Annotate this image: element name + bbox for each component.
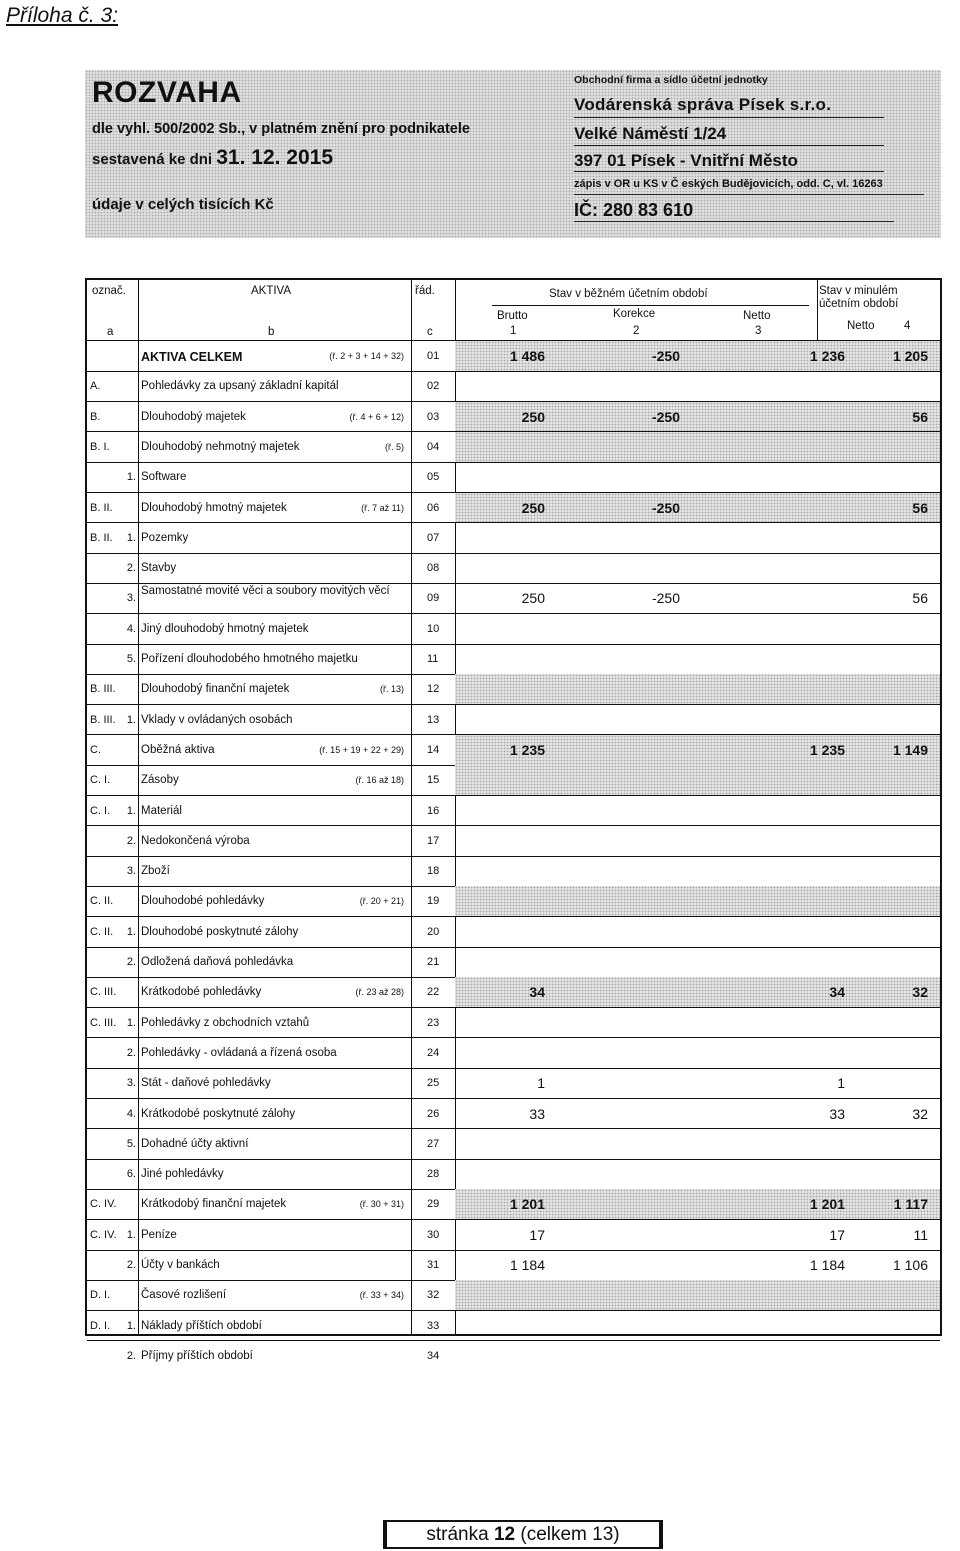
row-code: D. I. <box>90 1289 111 1302</box>
row-name: Nedokončená výroba <box>141 834 250 847</box>
value-korekce: -250 <box>651 590 680 607</box>
value-netto: 1 184 <box>809 1257 845 1273</box>
row-name: Časové rozlišení <box>141 1289 227 1302</box>
table-row <box>87 462 940 492</box>
row-subcode: 1. <box>126 1319 136 1332</box>
row-number: 29 <box>427 1198 440 1211</box>
table-row <box>87 371 940 401</box>
table-row <box>87 523 940 553</box>
table-row <box>87 947 940 977</box>
row-code: B. II. <box>90 501 113 514</box>
row-subcode: 4. <box>126 1107 136 1120</box>
company-name: Vodárenská správa Písek s.r.o. <box>574 95 832 114</box>
value-netto-previous: 56 <box>912 590 928 607</box>
table-row <box>87 644 940 674</box>
col-header-current-period: Stav v běžném účetním období <box>549 288 708 300</box>
row-subcode: 3. <box>126 1077 136 1090</box>
company-ico: IČ: 280 83 610 <box>574 200 694 220</box>
table-row <box>87 765 940 795</box>
row-number: 12 <box>427 683 440 696</box>
value-brutto: 250 <box>521 590 545 607</box>
table-row <box>87 432 940 462</box>
row-name: Náklady příštích období <box>141 1319 262 1332</box>
table-row <box>87 886 940 916</box>
value-korekce: -250 <box>651 348 680 364</box>
table-row <box>87 402 940 432</box>
row-name: Samostatné movité věci a soubory movitých věcí <box>141 585 390 598</box>
row-name: Krátkodobé pohledávky <box>141 986 262 999</box>
row-name: Vklady v ovládaných osobách <box>141 713 293 726</box>
value-netto-previous: 56 <box>912 499 928 516</box>
table-row <box>87 1159 940 1189</box>
row-formula: (ř. 4 + 6 + 12) <box>349 411 404 422</box>
row-shading <box>455 977 940 1007</box>
row-code: A. <box>90 380 101 393</box>
row-shading <box>455 674 940 704</box>
row-shading <box>455 1280 940 1310</box>
row-name: Odložená daňová pohledávka <box>141 956 294 968</box>
row-formula: (ř. 7 až 11) <box>361 502 404 513</box>
row-name: Pohledávky z obchodních vztahů <box>141 1016 310 1029</box>
row-number: 31 <box>427 1259 440 1271</box>
row-name: Dlouhodobé pohledávky <box>141 895 265 908</box>
row-name: Zásoby <box>141 774 179 787</box>
row-subcode: 2. <box>126 562 136 575</box>
col-label-2: 2 <box>633 325 640 337</box>
value-netto-previous: 56 <box>912 408 928 425</box>
row-subcode: 1. <box>126 925 136 938</box>
row-number: 17 <box>427 834 440 847</box>
value-netto-previous: 1 149 <box>892 741 928 758</box>
row-formula: (ř. 23 až 28) <box>355 987 404 998</box>
law-reference: dle vyhl. 500/2002 Sb., v platném znění pro podnikatele <box>92 121 470 137</box>
value-netto-previous: 1 106 <box>892 1257 928 1273</box>
col-label-3: 3 <box>755 325 762 337</box>
value-brutto: 250 <box>521 408 545 425</box>
row-subcode: 2. <box>126 1259 136 1271</box>
row-number: 33 <box>427 1319 440 1332</box>
row-code: B. III. <box>90 683 116 696</box>
row-name: Pozemky <box>141 531 189 544</box>
row-subcode: 5. <box>126 1137 136 1150</box>
table-row <box>87 1220 940 1250</box>
row-name: Účty v bankách <box>141 1259 220 1271</box>
row-number: 01 <box>427 350 440 362</box>
value-netto: 33 <box>829 1105 845 1122</box>
row-name: Jiné pohledávky <box>141 1168 224 1181</box>
value-netto: 1 <box>837 1075 845 1092</box>
row-number: 02 <box>427 380 440 393</box>
table-row <box>87 735 940 765</box>
row-shading <box>455 765 940 795</box>
value-netto-previous: 32 <box>912 984 928 1001</box>
table-row <box>87 1099 940 1129</box>
row-number: 15 <box>427 774 440 787</box>
row-number: 16 <box>427 804 440 817</box>
row-subcode: 6. <box>126 1168 136 1181</box>
value-brutto: 1 235 <box>509 741 545 758</box>
table-row <box>87 1038 940 1068</box>
row-subcode: 3. <box>126 592 136 605</box>
table-row <box>87 705 940 735</box>
col-header-netto: Netto <box>743 310 771 322</box>
row-name: Krátkodobý finanční majetek <box>141 1198 287 1211</box>
table-row <box>87 614 940 644</box>
row-name: Dohadné účty aktivní <box>141 1137 249 1150</box>
row-name: Oběžná aktiva <box>141 743 215 756</box>
row-number: 09 <box>427 592 440 605</box>
row-code: C. IV. <box>90 1198 117 1211</box>
row-number: 05 <box>427 471 440 484</box>
row-name: Materiál <box>141 804 182 817</box>
row-number: 22 <box>427 986 440 999</box>
row-subcode: 2. <box>126 834 136 847</box>
compiled-date: sestavená ke dni 31. 12. 2015 <box>92 146 334 169</box>
row-number: 19 <box>427 895 440 908</box>
value-brutto: 17 <box>529 1226 545 1243</box>
table-row <box>87 1311 940 1341</box>
units-note: údaje v celých tisících Kč <box>92 196 274 213</box>
row-subcode: 3. <box>126 865 136 878</box>
table-row <box>87 1189 940 1219</box>
value-brutto: 1 184 <box>509 1257 545 1273</box>
row-code: B. <box>90 410 101 423</box>
row-code: B. I. <box>90 440 110 453</box>
table-row <box>87 1129 940 1159</box>
row-formula: (ř. 5) <box>385 441 404 452</box>
col-label-a: a <box>107 326 114 338</box>
appendix-label: Příloha č. 3: <box>6 4 119 27</box>
row-name: Stát - daňové pohledávky <box>141 1077 271 1090</box>
col-header-korekce: Korekce <box>613 308 656 320</box>
row-shading <box>455 432 940 462</box>
row-number: 06 <box>427 501 440 514</box>
col-label-c: c <box>427 326 433 338</box>
row-subcode: 5. <box>126 653 136 665</box>
row-name: Jiný dlouhodobý hmotný majetek <box>141 622 309 635</box>
table-row <box>87 1250 940 1280</box>
row-number: 20 <box>427 925 440 938</box>
table-row <box>87 553 940 583</box>
col-header-brutto: Brutto <box>497 310 528 322</box>
row-subcode: 1. <box>126 1228 136 1241</box>
table-row <box>87 1008 940 1038</box>
row-code: C. I. <box>90 804 111 817</box>
row-shading <box>455 886 940 916</box>
col-header-aktiva: AKTIVA <box>251 285 292 297</box>
table-row <box>87 341 940 371</box>
company-caption: Obchodní firma a sídlo účetní jednotky <box>574 74 768 86</box>
row-name: AKTIVA CELKEM <box>141 350 243 364</box>
row-number: 18 <box>427 865 440 878</box>
row-number: 27 <box>427 1137 440 1150</box>
row-name: Krátkodobé poskytnuté zálohy <box>141 1107 296 1120</box>
row-subcode: 1. <box>126 804 136 817</box>
row-name: Dlouhodobý nehmotný majetek <box>141 440 300 453</box>
value-netto: 34 <box>829 984 845 1001</box>
value-brutto: 1 <box>537 1075 545 1092</box>
row-name: Zboží <box>141 865 170 878</box>
table-row <box>87 1341 940 1371</box>
value-netto-previous: 11 <box>913 1226 928 1243</box>
col-label-1: 1 <box>510 325 517 337</box>
address-line1: Velké Náměstí 1/24 <box>574 124 727 143</box>
value-netto: 1 201 <box>809 1196 845 1213</box>
row-formula: (ř. 15 + 19 + 22 + 29) <box>319 744 404 755</box>
balance-sheet-table <box>85 278 942 1362</box>
value-korekce: -250 <box>651 499 680 516</box>
row-number: 10 <box>427 622 440 635</box>
row-number: 07 <box>427 531 440 544</box>
row-name: Stavby <box>141 562 177 575</box>
row-subcode: 4. <box>126 622 136 635</box>
value-brutto: 1 201 <box>509 1196 545 1213</box>
registration-note: zápis v OR u KS v Č eských Budějovicích, odd. C, vl. 16263 <box>574 178 883 190</box>
row-number: 26 <box>427 1107 440 1120</box>
row-formula: (ř. 16 až 18) <box>355 775 404 786</box>
row-formula: (ř. 20 + 21) <box>359 896 404 907</box>
row-formula: (ř. 30 + 31) <box>359 1199 404 1210</box>
row-number: 14 <box>427 743 440 756</box>
row-code: C. III. <box>90 1016 117 1029</box>
value-netto-previous: 1 117 <box>893 1196 928 1213</box>
row-name: Peníze <box>141 1228 177 1241</box>
row-subcode: 2. <box>126 1046 136 1059</box>
value-netto: 1 236 <box>809 348 845 364</box>
row-subcode: 2. <box>126 956 136 968</box>
value-brutto: 250 <box>521 499 545 516</box>
row-number: 32 <box>427 1289 440 1302</box>
value-netto: 1 235 <box>809 741 845 758</box>
table-row <box>87 826 940 856</box>
table-row <box>87 796 940 826</box>
table-row <box>87 674 940 704</box>
row-subcode: 1. <box>126 713 136 726</box>
table-row <box>87 1280 940 1310</box>
col-label-b: b <box>268 326 275 338</box>
row-subcode: 1. <box>126 531 136 544</box>
row-number: 03 <box>427 410 440 423</box>
row-name: Software <box>141 471 187 484</box>
row-name: Dlouhodobý majetek <box>141 410 246 423</box>
value-brutto: 34 <box>529 984 545 1001</box>
row-name: Pořízení dlouhodobého hmotného majetku <box>141 653 358 665</box>
table-row <box>87 1068 940 1098</box>
value-brutto: 1 486 <box>509 348 545 364</box>
table-row <box>87 856 940 886</box>
row-code: C. I. <box>90 774 111 787</box>
col-header-netto-prev: Netto <box>847 320 875 332</box>
row-name: Pohledávky - ovládaná a řízená osoba <box>141 1046 337 1059</box>
row-number: 23 <box>427 1016 440 1029</box>
row-number: 04 <box>427 440 440 453</box>
table-row <box>87 917 940 947</box>
row-formula: (ř. 33 + 34) <box>359 1290 404 1301</box>
table-row <box>87 977 940 1007</box>
row-code: C. <box>90 743 101 756</box>
report-header <box>85 70 941 238</box>
row-subcode: 2. <box>126 1349 136 1362</box>
address-line2: 397 01 Písek - Vnitřní Město <box>574 151 798 170</box>
value-netto-previous: 1 205 <box>892 348 928 364</box>
row-number: 21 <box>427 956 440 968</box>
row-number: 34 <box>427 1349 440 1362</box>
row-code: C. II. <box>90 925 114 938</box>
row-name: Dlouhodobý hmotný majetek <box>141 501 287 514</box>
row-name: Příjmy příštích období <box>141 1349 253 1362</box>
col-label-4: 4 <box>904 320 911 332</box>
row-name: Dlouhodobé poskytnuté zálohy <box>141 925 299 938</box>
col-header-oznac: označ. <box>92 285 126 297</box>
row-subcode: 1. <box>126 1016 136 1029</box>
table-row <box>87 493 940 523</box>
row-name: Dlouhodobý finanční majetek <box>141 683 290 696</box>
value-korekce: -250 <box>651 408 680 425</box>
value-brutto: 33 <box>529 1105 545 1122</box>
col-header-rad: řád. <box>415 285 435 297</box>
report-title: ROZVAHA <box>92 76 242 109</box>
row-code: C. III. <box>90 986 117 999</box>
table-row <box>87 583 940 613</box>
row-number: 08 <box>427 562 440 575</box>
page-footer: stránka 12 (celkem 13) <box>383 1520 663 1549</box>
row-code: B. II. <box>90 531 113 544</box>
row-subcode: 1. <box>126 471 136 484</box>
row-number: 24 <box>427 1046 440 1059</box>
row-number: 25 <box>427 1077 440 1090</box>
row-code: C. IV. <box>90 1228 117 1241</box>
row-number: 13 <box>427 713 440 726</box>
row-formula: (ř. 13) <box>379 684 404 695</box>
col-header-previous-period: Stav v minulém účetním období <box>819 285 899 310</box>
row-formula: (ř. 2 + 3 + 14 + 32) <box>329 351 404 361</box>
row-code: D. I. <box>90 1319 111 1332</box>
row-code: C. II. <box>90 895 114 908</box>
value-netto-previous: 32 <box>912 1105 928 1122</box>
value-netto: 17 <box>829 1226 845 1243</box>
row-number: 11 <box>427 653 439 665</box>
row-name: Pohledávky za upsaný základní kapitál <box>141 380 339 393</box>
row-number: 28 <box>427 1168 440 1181</box>
row-code: B. III. <box>90 713 116 726</box>
row-number: 30 <box>427 1228 440 1241</box>
